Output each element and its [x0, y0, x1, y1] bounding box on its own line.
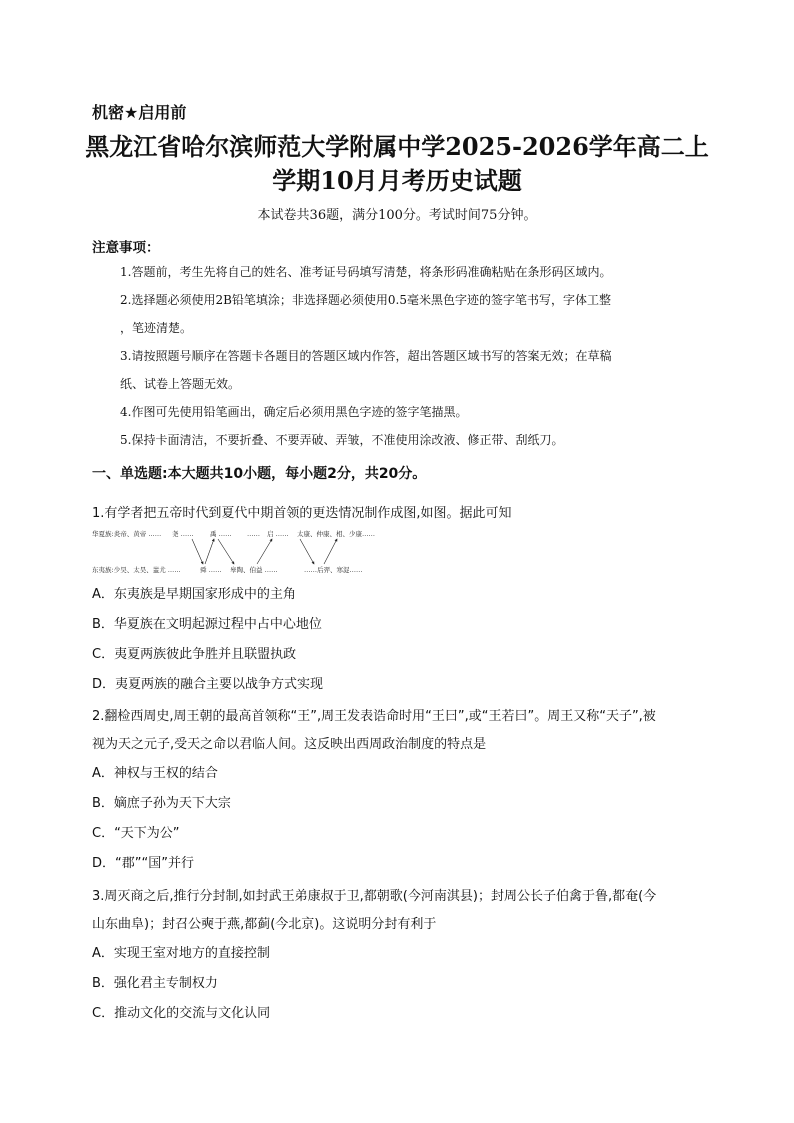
title-line-2: 学期10月月考历史试题 [272, 166, 522, 195]
exam-subtitle: 本试卷共36题，满分100分。考试时间75分钟。 [257, 208, 537, 223]
q2-option-d: D．“郡”“国”并行 [92, 856, 194, 871]
diagram-bottom-1: 东夷族:少昊、太昊、蚩尤 …… [92, 566, 181, 574]
notice-item-2-cont: ，笔迹清楚。 [120, 321, 193, 335]
notice-item-3: 3.请按照题号顺序在答题卡各题目的答题区域内作答，超出答题区域书写的答案无效；在草稿 [120, 349, 612, 363]
diagram-top-5: 启 …… [267, 530, 289, 538]
q3-option-c: C．推动文化的交流与文化认同 [92, 1006, 271, 1021]
q1-option-b: B．华夏族在文明起源过程中占中心地位 [92, 617, 322, 632]
question-1-options [92, 580, 702, 700]
arrow-shun-yu [205, 539, 214, 564]
diagram-top-4: …… [247, 530, 260, 538]
question-1-stem: 1.有学者把五帝时代到夏代中期首领的更迭情况制作成图,如图。据此可知 [92, 506, 512, 521]
q1-option-c: C．夷夏两族彼此争胜并且联盟执政 [92, 647, 297, 662]
q2-option-a: A．神权与王权的结合 [92, 766, 218, 781]
arrow-yu-gaotao [218, 539, 234, 564]
arrow-yao-shun [192, 539, 203, 564]
arrow-boyi-qi [257, 539, 272, 564]
question-3-stem-1: 3.周灭商之后,推行分封制,如封武王弟康叔于卫,都朝歌(今河南淇县)；封周公长子伯禽于鲁,都奄(今 [92, 889, 657, 904]
diagram-top-6: 太康、仲康、相、少康…… [297, 530, 375, 538]
q3-option-a: A．实现王室对地方的直接控制 [92, 946, 270, 961]
diagram-bottom-3: 皋陶、伯益 …… [230, 566, 278, 574]
exam-title [60, 130, 734, 198]
notice-heading: 注意事项： [92, 240, 160, 256]
confidential-label: 机密★启用前 [92, 103, 187, 122]
section-heading: 一、单选题:本大题共10小题，每小题2分，共20分。 [92, 466, 427, 482]
question-3-stem-2: 山东曲阜)；封召公奭于燕,都蓟(今北京)。这说明分封有利于 [92, 917, 437, 932]
notice-item-3-cont: 纸、试卷上答题无效。 [120, 377, 241, 391]
notice-item-5: 5.保持卡面清洁，不要折叠、不要弄破、弄皱，不准使用涂改液、修正带、刮纸刀。 [120, 433, 564, 447]
arrow-hanzhuo-shaokang [324, 539, 337, 564]
notice-list [92, 258, 702, 454]
q2-option-c: C．“天下为公” [92, 826, 180, 841]
notice-item-4: 4.作图可先使用铅笔画出，确定后必须用黑色字迹的签字笔描黑。 [120, 405, 468, 419]
question-1-diagram [92, 528, 392, 576]
title-line-1: 黑龙江省哈尔滨师范大学附属中学2025-2026学年高二上 [85, 132, 709, 161]
notice-item-1: 1.答题前，考生先将自己的姓名、准考证号码填写清楚，将条形码准确粘贴在条形码区域内。 [120, 265, 612, 279]
diagram-top-1: 华夏族:炎帝、黄帝 …… [92, 530, 162, 538]
diagram-bottom-4: ……后羿、寒浞…… [304, 566, 363, 574]
question-2-stem-1: 2.翻检西周史,周王朝的最高首领称“王”,周王发表诰命时用“王曰”,或“王若曰”。周王又称“天子”,被 [92, 709, 656, 724]
q2-option-b: B．嫡庶子孙为天下大宗 [92, 796, 231, 811]
q1-option-d: D．夷夏两族的融合主要以战争方式实现 [92, 677, 324, 692]
notice-item-2: 2.选择题必须使用2B铅笔填涂；非选择题必须使用0.5毫米黑色字迹的签字笔书写，字体工整 [120, 293, 611, 307]
q3-option-b: B．强化君主专制权力 [92, 976, 218, 991]
question-3 [92, 883, 702, 1029]
diagram-top-2: 尧 …… [172, 530, 194, 538]
diagram-bottom-2: 舜 …… [200, 566, 222, 574]
q1-option-a: A．东夷族是早期国家形成中的主角 [92, 587, 296, 602]
arrow-taikang-houyi [300, 539, 314, 564]
question-2-stem-2: 视为天之元子,受天之命以君临人间。这反映出西周政治制度的特点是 [92, 737, 487, 752]
question-1 [92, 500, 702, 528]
diagram-top-3: 禹 …… [210, 530, 232, 538]
question-2 [92, 703, 702, 879]
